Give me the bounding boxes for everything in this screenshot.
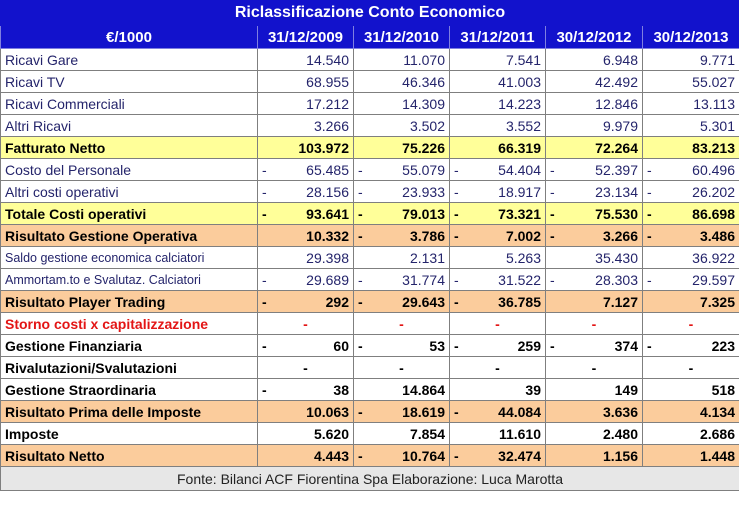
negative-sign: - (550, 227, 555, 244)
cell-value: 79.013 (402, 205, 445, 222)
table-row (1, 115, 739, 137)
value-cell (258, 445, 354, 467)
cell-value: 259 (517, 337, 541, 354)
value-cell (258, 181, 354, 203)
cell-value: 72.264 (595, 139, 638, 156)
value-cell (450, 159, 546, 181)
negative-sign: - (647, 227, 652, 244)
value-cell (354, 93, 450, 115)
value-cell (643, 137, 739, 159)
negative-sign: - (550, 183, 555, 200)
value-cell (450, 291, 546, 313)
value-cell (546, 49, 643, 71)
cell-value: 35.430 (595, 249, 638, 266)
cell-value: 374 (614, 337, 638, 354)
cell-value: 44.084 (498, 403, 541, 420)
table-row (1, 137, 739, 159)
value-cell (258, 335, 354, 357)
table-row (1, 423, 739, 445)
negative-sign: - (262, 161, 267, 178)
cell-value: 9.979 (602, 117, 638, 134)
cell-value: 39 (525, 381, 541, 398)
value-cell (450, 335, 546, 357)
value-cell (643, 115, 739, 137)
value-cell (450, 379, 546, 401)
value-cell (354, 225, 450, 247)
negative-sign: - (647, 337, 652, 354)
value-cell (546, 423, 643, 445)
value-cell (546, 225, 643, 247)
cell-value: 5.620 (313, 425, 349, 442)
cell-value: 55.027 (692, 73, 735, 90)
negative-sign: - (358, 337, 363, 354)
value-cell (450, 269, 546, 291)
table-row (1, 49, 739, 71)
cell-value: 29.689 (306, 271, 349, 288)
negative-sign: - (647, 205, 652, 222)
negative-sign: - (262, 183, 267, 200)
cell-value: 29.398 (306, 249, 349, 266)
value-cell (258, 269, 354, 291)
cell-value: 10.332 (306, 227, 349, 244)
value-cell (450, 247, 546, 269)
negative-sign: - (454, 205, 459, 222)
table-title: Riclassificazione Conto Economico (1, 1, 739, 26)
value-cell (643, 269, 739, 291)
footer-row (1, 467, 739, 491)
cell-value: 3.502 (409, 117, 445, 134)
cell-value: 13.113 (693, 95, 735, 112)
value-cell: - (643, 357, 739, 379)
cell-value: 66.319 (498, 139, 541, 156)
cell-value: 41.003 (498, 73, 541, 90)
header-year-2013: 30/12/2013 (643, 26, 739, 49)
value-cell (546, 401, 643, 423)
cell-value: 32.474 (498, 447, 541, 464)
negative-sign: - (550, 337, 555, 354)
cell-value: 10.063 (306, 403, 349, 420)
value-cell: - (258, 313, 354, 335)
cell-value: 54.404 (498, 161, 541, 178)
cell-value: 3.636 (602, 403, 638, 420)
value-cell (546, 445, 643, 467)
cell-value: 29.643 (402, 293, 445, 310)
table-row (1, 357, 739, 379)
value-cell (450, 401, 546, 423)
cell-value: 518 (711, 381, 735, 398)
value-cell (546, 247, 643, 269)
cell-value: 1.156 (602, 447, 638, 464)
value-cell (258, 159, 354, 181)
negative-sign: - (358, 293, 363, 310)
value-cell (258, 247, 354, 269)
cell-value: 53 (429, 337, 445, 354)
cell-value: 14.223 (498, 95, 541, 112)
value-cell (643, 291, 739, 313)
value-cell (643, 401, 739, 423)
negative-sign: - (358, 183, 363, 200)
negative-sign: - (358, 403, 363, 420)
negative-sign: - (454, 161, 459, 178)
value-cell (354, 137, 450, 159)
negative-sign: - (454, 183, 459, 200)
value-cell (258, 49, 354, 71)
cell-value: 18.619 (402, 403, 445, 420)
cell-value: 60.496 (692, 161, 735, 178)
cell-value: 2.686 (699, 425, 735, 442)
table-row (1, 181, 739, 203)
cell-value: 65.485 (306, 161, 349, 178)
negative-sign: - (454, 293, 459, 310)
header-year-2011: 31/12/2011 (450, 26, 546, 49)
negative-sign: - (262, 205, 267, 222)
cell-value: 149 (614, 381, 638, 398)
value-cell (643, 247, 739, 269)
value-cell: - (258, 357, 354, 379)
value-cell (643, 49, 739, 71)
negative-sign: - (454, 403, 459, 420)
value-cell (643, 159, 739, 181)
row-label: Risultato Gestione Operativa (1, 225, 258, 247)
value-cell (546, 379, 643, 401)
cell-value: 55.079 (402, 161, 445, 178)
value-cell (354, 181, 450, 203)
cell-value: 292 (325, 293, 349, 310)
row-label: Ricavi Commerciali (1, 93, 258, 115)
negative-sign: - (454, 447, 459, 464)
value-cell (546, 137, 643, 159)
negative-sign: - (262, 293, 267, 310)
value-cell (450, 71, 546, 93)
value-cell: - (546, 313, 643, 335)
row-label: Risultato Netto (1, 445, 258, 467)
cell-value: 3.786 (409, 227, 445, 244)
negative-sign: - (262, 337, 267, 354)
cell-value: 60 (333, 337, 349, 354)
cell-value: 5.263 (505, 249, 541, 266)
cell-value: 7.002 (505, 227, 541, 244)
cell-value: 7.854 (409, 425, 445, 442)
row-label: Ricavi Gare (1, 49, 258, 71)
negative-sign: - (647, 271, 652, 288)
value-cell (258, 423, 354, 445)
header-row (1, 26, 739, 49)
value-cell (643, 445, 739, 467)
row-label: Rivalutazioni/Svalutazioni (1, 357, 258, 379)
cell-value: 3.266 (602, 227, 638, 244)
value-cell (643, 181, 739, 203)
row-label: Ammortam.to e Svalutaz. Calciatori (1, 269, 258, 291)
negative-sign: - (262, 271, 267, 288)
value-cell (354, 71, 450, 93)
value-cell (546, 115, 643, 137)
negative-sign: - (358, 447, 363, 464)
header-unit: €/1000 (1, 26, 258, 49)
value-cell (546, 203, 643, 225)
cell-value: 23.933 (402, 183, 445, 200)
table-row (1, 93, 739, 115)
table-row (1, 335, 739, 357)
cell-value: 3.552 (505, 117, 541, 134)
cell-value: 3.266 (313, 117, 349, 134)
cell-value: 93.641 (306, 205, 349, 222)
cell-value: 2.480 (602, 425, 638, 442)
header-year-2009: 31/12/2009 (258, 26, 354, 49)
row-label: Risultato Player Trading (1, 291, 258, 313)
value-cell (643, 335, 739, 357)
value-cell (258, 93, 354, 115)
negative-sign: - (358, 271, 363, 288)
row-label: Imposte (1, 423, 258, 445)
cell-value: 52.397 (595, 161, 638, 178)
header-year-2010: 31/12/2010 (354, 26, 450, 49)
cell-value: 6.948 (602, 51, 638, 68)
title-row (1, 1, 739, 26)
source-note: Fonte: Bilanci ACF Fiorentina Spa Elaborazione: Luca Marotta (1, 467, 739, 491)
cell-value: 7.325 (699, 293, 735, 310)
negative-sign: - (454, 227, 459, 244)
header-year-2012: 30/12/2012 (546, 26, 643, 49)
row-label: Storno costi x capitalizzazione (1, 313, 258, 335)
negative-sign: - (454, 271, 459, 288)
value-cell (643, 379, 739, 401)
negative-sign: - (550, 161, 555, 178)
table-row (1, 313, 739, 335)
cell-value: 7.127 (602, 293, 638, 310)
value-cell (546, 269, 643, 291)
row-label: Totale Costi operativi (1, 203, 258, 225)
row-label: Costo del Personale (1, 159, 258, 181)
cell-value: 9.771 (699, 51, 735, 68)
value-cell (643, 203, 739, 225)
table-row (1, 159, 739, 181)
value-cell (354, 445, 450, 467)
value-cell: - (450, 313, 546, 335)
cell-value: 4.443 (313, 447, 349, 464)
negative-sign: - (262, 381, 267, 398)
negative-sign: - (550, 205, 555, 222)
value-cell (643, 225, 739, 247)
cell-value: 31.522 (498, 271, 541, 288)
cell-value: 103.972 (298, 139, 349, 156)
value-cell (258, 115, 354, 137)
value-cell: - (354, 313, 450, 335)
value-cell (258, 401, 354, 423)
value-cell (450, 225, 546, 247)
value-cell: - (450, 357, 546, 379)
negative-sign: - (454, 337, 459, 354)
value-cell (354, 335, 450, 357)
value-cell (354, 379, 450, 401)
cell-value: 68.955 (306, 73, 349, 90)
cell-value: 2.131 (409, 249, 445, 266)
cell-value: 26.202 (692, 183, 735, 200)
value-cell (546, 335, 643, 357)
cell-value: 46.346 (402, 73, 445, 90)
table-row (1, 445, 739, 467)
cell-value: 83.213 (692, 139, 735, 156)
cell-value: 23.134 (595, 183, 638, 200)
value-cell (258, 291, 354, 313)
table-row (1, 401, 739, 423)
negative-sign: - (647, 183, 652, 200)
value-cell (354, 291, 450, 313)
value-cell (354, 49, 450, 71)
cell-value: 11.070 (403, 51, 445, 68)
value-cell (643, 71, 739, 93)
row-label: Risultato Prima delle Imposte (1, 401, 258, 423)
value-cell (450, 137, 546, 159)
value-cell (354, 203, 450, 225)
negative-sign: - (550, 271, 555, 288)
cell-value: 1.448 (699, 447, 735, 464)
cell-value: 14.309 (402, 95, 445, 112)
cell-value: 73.321 (498, 205, 541, 222)
cell-value: 12.846 (595, 95, 638, 112)
cell-value: 75.530 (595, 205, 638, 222)
cell-value: 223 (711, 337, 735, 354)
value-cell: - (546, 357, 643, 379)
row-label: Altri Ricavi (1, 115, 258, 137)
cell-value: 36.785 (498, 293, 541, 310)
table-row (1, 379, 739, 401)
cell-value: 4.134 (699, 403, 735, 420)
row-label: Gestione Straordinaria (1, 379, 258, 401)
value-cell (643, 93, 739, 115)
value-cell (450, 423, 546, 445)
value-cell (450, 203, 546, 225)
cell-value: 28.156 (306, 183, 349, 200)
cell-value: 29.597 (692, 271, 735, 288)
cell-value: 31.774 (402, 271, 445, 288)
table-row (1, 71, 739, 93)
value-cell (354, 159, 450, 181)
row-label: Fatturato Netto (1, 137, 258, 159)
negative-sign: - (358, 227, 363, 244)
table-row (1, 269, 739, 291)
value-cell (354, 401, 450, 423)
row-label: Altri costi operativi (1, 181, 258, 203)
cell-value: 5.301 (699, 117, 735, 134)
row-label: Ricavi TV (1, 71, 258, 93)
value-cell (450, 445, 546, 467)
cell-value: 11.610 (498, 425, 541, 442)
value-cell (354, 115, 450, 137)
value-cell (258, 379, 354, 401)
value-cell (450, 181, 546, 203)
cell-value: 14.864 (402, 381, 445, 398)
value-cell (258, 137, 354, 159)
value-cell: - (354, 357, 450, 379)
cell-value: 28.303 (595, 271, 638, 288)
cell-value: 75.226 (402, 139, 445, 156)
value-cell: - (643, 313, 739, 335)
negative-sign: - (358, 161, 363, 178)
table-row (1, 247, 739, 269)
value-cell (354, 269, 450, 291)
value-cell (354, 247, 450, 269)
cell-value: 18.917 (498, 183, 541, 200)
table-row (1, 203, 739, 225)
value-cell (450, 115, 546, 137)
cell-value: 7.541 (505, 51, 541, 68)
value-cell (258, 203, 354, 225)
value-cell (546, 291, 643, 313)
row-label: Gestione Finanziaria (1, 335, 258, 357)
cell-value: 14.540 (306, 51, 349, 68)
value-cell (258, 225, 354, 247)
table-row (1, 291, 739, 313)
row-label: Saldo gestione economica calciatori (1, 247, 258, 269)
value-cell (450, 93, 546, 115)
value-cell (354, 423, 450, 445)
value-cell (643, 423, 739, 445)
cell-value: 38 (333, 381, 349, 398)
value-cell (546, 181, 643, 203)
cell-value: 3.486 (699, 227, 735, 244)
value-cell (546, 71, 643, 93)
value-cell (258, 71, 354, 93)
negative-sign: - (358, 205, 363, 222)
value-cell (546, 93, 643, 115)
table-row (1, 225, 739, 247)
value-cell (450, 49, 546, 71)
cell-value: 42.492 (595, 73, 638, 90)
value-cell (546, 159, 643, 181)
cell-value: 10.764 (402, 447, 445, 464)
cell-value: 86.698 (692, 205, 735, 222)
negative-sign: - (647, 161, 652, 178)
cell-value: 17.212 (306, 95, 349, 112)
cell-value: 36.922 (692, 249, 735, 266)
